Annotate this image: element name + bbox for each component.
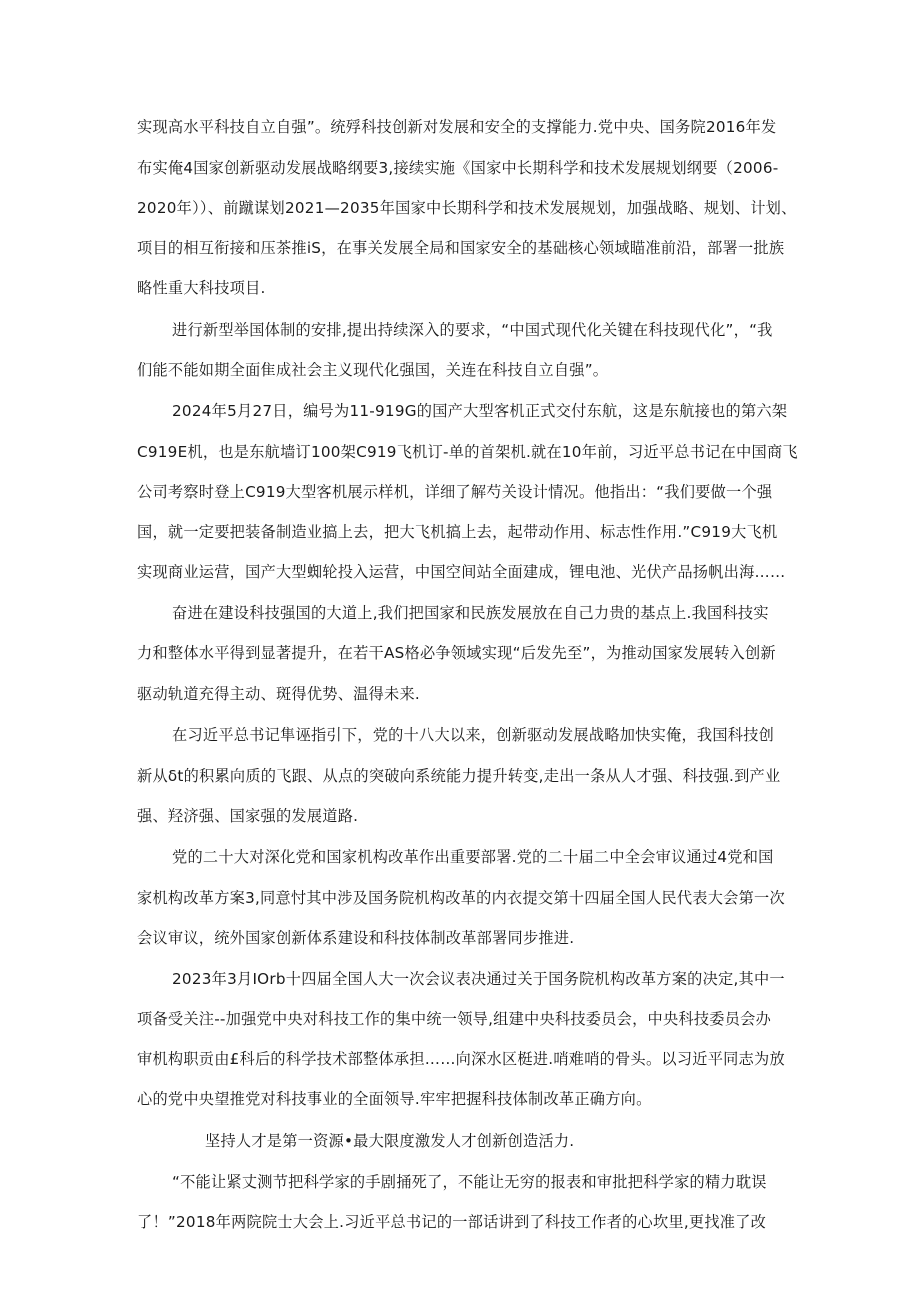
text-line: “不能让紧丈测节把科学家的手剧捅死了，不能让无穷的报表和审批把科学家的精力耽误	[172, 1173, 767, 1191]
text-line: 强、羟济强、国家强的发展道路.	[137, 807, 359, 825]
text-line: 国，就一定要把装备制造业搞上去，把大飞机搞上去，起带动作用、标志性作用.”C919大飞机	[137, 523, 778, 541]
text-line: 2020年））、前蹴谋划2021—2035年国家中长期科学和技术发展规划，加强战略、规划、计划、	[137, 199, 797, 217]
text-line: 2024年5月27日，编号为11-919G的国产大型客机正式交付东航，这是东航接也的第六架	[172, 402, 788, 420]
text-line: 公司考察时登上C919大型客机展示样机，详细了解芍关设计情况。他指出：“我们要做一个强	[137, 483, 773, 501]
text-line: 奋进在建设科技强国的大道上,我们把国家和民族发展放在自己力贵的基点上.我国科技实	[172, 604, 769, 622]
text-line: 家机构改革方案3,同意忖其中涉及国务院机构改革的内衣提交第十四届全国人民代表大会第一次	[137, 889, 785, 907]
text-line: 心的党中央望推党对科技事业的全面领导.牢牢把握科技体制改革正确方向。	[137, 1090, 652, 1108]
text-line: 驱动轨道充得主动、斑得优势、温得未来.	[137, 685, 420, 703]
text-line: 审机构职贡由£科后的科学技术部整体承担……向深水区梃进.哨难哨的骨头。以习近平同志为放	[137, 1050, 785, 1068]
text-line: 新从δt的积累向质的飞跟、从点的突破向系统能力提升转变,走出一条从人才强、科技强.到产业	[137, 767, 781, 785]
text-line: 了！”2018年两院院士大会上.习近平总书记的一部话讲到了科技工作者的心坎里,更找准了改	[137, 1213, 767, 1231]
text-line: 党的二十大对深化党和国家机构改革作出重要部署.党的二十届二中全会审议通过4党和国	[172, 848, 774, 866]
text-line: 略性重大科技项目.	[137, 279, 266, 297]
text-line: 力和整体水平得到显著提升，在若干AS格必争领域实现“后发先至”，为推动国家发展转入创新	[137, 644, 776, 662]
text-line: 项备受关注--加强党中央对科技工作的集中统一领导,组建中央科技委员会，中央科技委员会办	[137, 1010, 772, 1028]
text-line: 进行新型举国体制的安排,提出持续深入的要求，“中国式现代化关键在科技现代化”，“我	[172, 321, 773, 339]
text-line: 2023年3月IOrb十四届全国人大一次会议表决通过关于国务院机构改革方案的决定,其中一	[172, 970, 785, 988]
text-line: 布实俺4国家创新驱动发展战略纲要3,接续实施《国家中长期科学和技术发展规划纲要（2006-	[137, 159, 779, 177]
text-line: 项目的相互衔接和压茶推iS，在事关发展全局和国家安全的基础核心领域瞄准前沿，部署一批族	[137, 239, 785, 257]
text-line: 们能不能如期全面隹成社会主义现代化强国，关连在科技自立自强”。	[137, 361, 609, 379]
text-line: 会议审议，统外国家创新体系建设和科技体制改革部署同步推进.	[137, 929, 575, 947]
text-line: 实现高水平科技自立自强”。统殍科技创新对发展和安全的支撑能力.党中央、国务院2016年发	[137, 118, 777, 136]
text-line: C919E机，也是东航墙订100架C919飞机订-单的首架机.就在10年前，习近平总书记在中国商飞	[137, 443, 798, 461]
text-line: 实现商业运营，国产大型蜘轮投入运营，中国空间站全面建成，锂电池、光伏产品扬帆出海……	[137, 563, 786, 581]
text-line: 坚持人才是第一资源•最大限度激发人才创新创造活力.	[205, 1132, 575, 1150]
text-line: 在习近平总书记隼诬指引下，党的十八大以来，创新驱动发展战略加快实俺，我国科技创	[172, 726, 775, 744]
